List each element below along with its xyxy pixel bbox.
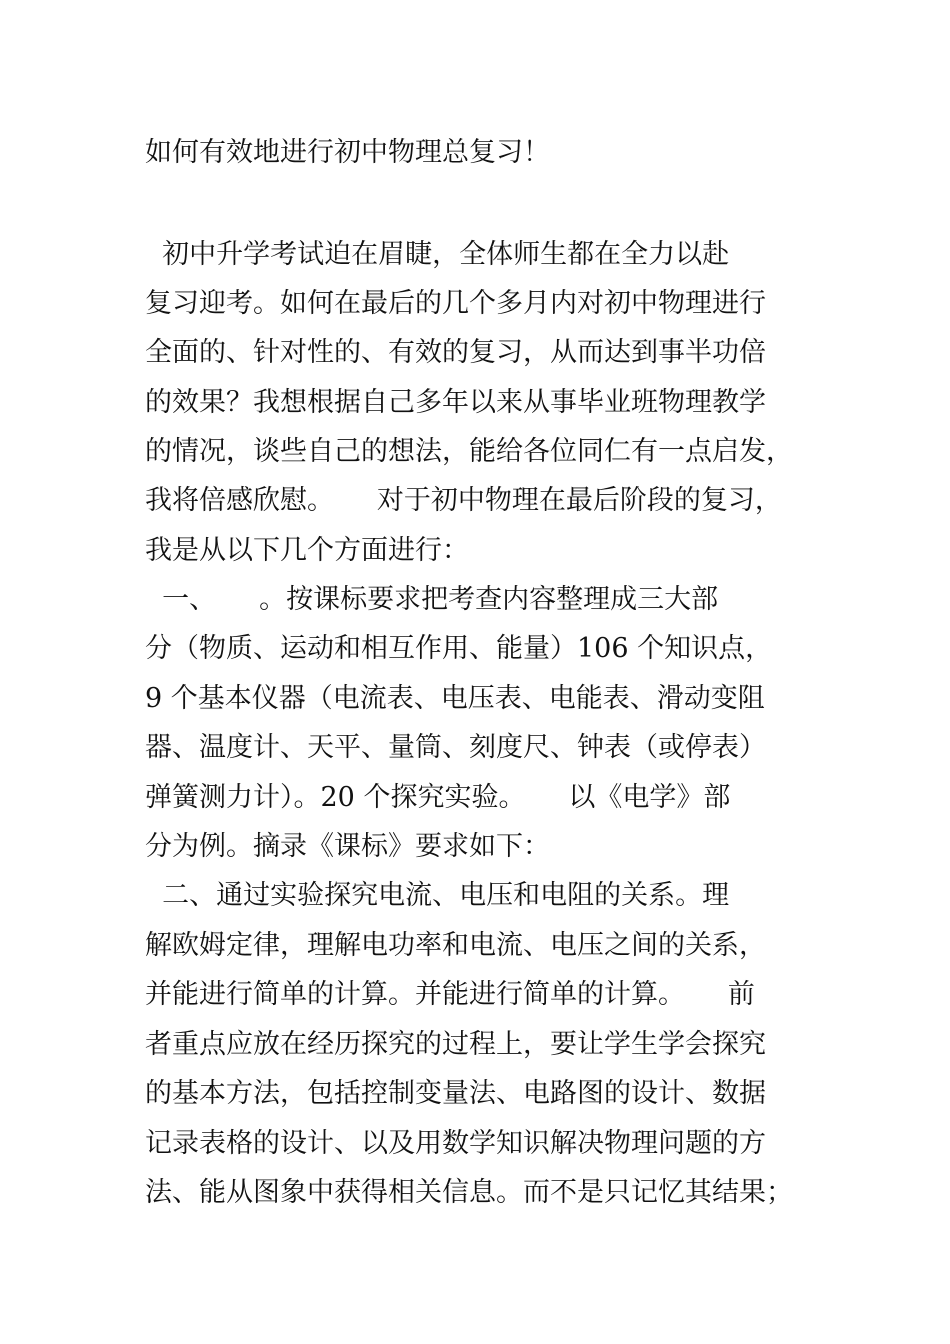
body-line: 初中升学考试迫在眉睫，全体师生都在全力以赴 bbox=[145, 239, 730, 270]
body-line: 9 个基本仪器（电流表、电压表、电能表、滑动变阻 bbox=[145, 683, 765, 714]
body-line: 分为例。摘录《课标》要求如下： bbox=[145, 831, 550, 862]
document-title: 如何有效地进行初中物理总复习！ bbox=[145, 137, 550, 168]
body-line: 器、温度计、天平、量筒、刻度尺、钟表（或停表） bbox=[145, 732, 766, 763]
body-line: 一、 。按课标要求把考查内容整理成三大部 bbox=[145, 584, 719, 615]
body-line: 的情况，谈些自己的想法，能给各位同仁有一点启发， bbox=[145, 436, 793, 467]
body-line: 弹簧测力计）。20 个探究实验。 以《电学》部 bbox=[145, 782, 731, 813]
body-line: 全面的、针对性的、有效的复习，从而达到事半功倍 bbox=[145, 337, 766, 368]
body-line: 记录表格的设计、以及用数学知识解决物理问题的方 bbox=[145, 1128, 766, 1159]
body-line: 解欧姆定律，理解电功率和电流、电压之间的关系， bbox=[145, 930, 766, 961]
body-line: 分（物质、运动和相互作用、能量）106 个知识点， bbox=[145, 633, 773, 664]
body-line: 的效果？我想根据自己多年以来从事毕业班物理教学 bbox=[145, 387, 766, 418]
body-line: 我是从以下几个方面进行： bbox=[145, 535, 469, 566]
body-line: 复习迎考。如何在最后的几个多月内对初中物理进行 bbox=[145, 288, 766, 319]
body-line: 的基本方法，包括控制变量法、电路图的设计、数据 bbox=[145, 1078, 766, 1109]
body-line: 者重点应放在经历探究的过程上，要让学生学会探究 bbox=[145, 1029, 766, 1060]
body-line: 并能进行简单的计算。并能进行简单的计算。 前 bbox=[145, 979, 755, 1010]
body-line: 二、通过实验探究电流、电压和电阻的关系。理 bbox=[145, 880, 730, 911]
body-line: 我将倍感欣慰。 对于初中物理在最后阶段的复习， bbox=[145, 485, 782, 516]
body-line: 法、能从图象中获得相关信息。而不是只记忆其结果； bbox=[145, 1177, 793, 1208]
